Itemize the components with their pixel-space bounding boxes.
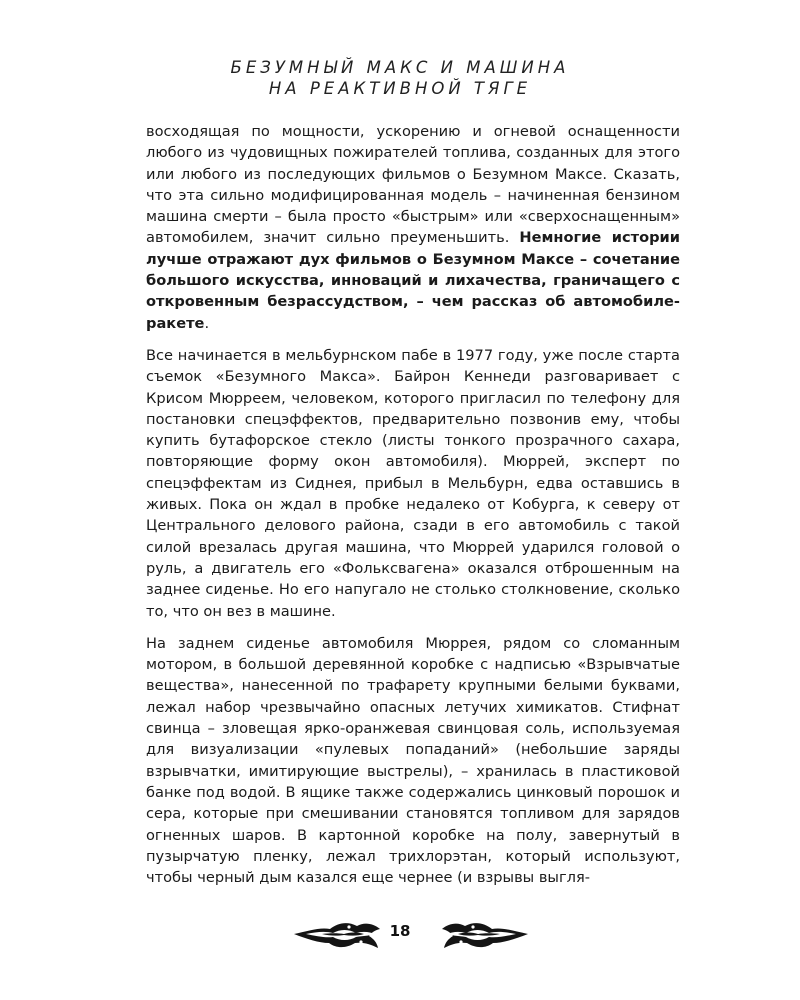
paragraph-1-text: восходящая по мощности, ускорению и огневой оснащенности любого из чудовищных пожирателей топлива, созданных для этого или любого из последующих фильмов о Безумном Максе. Сказать, что эта сильно модифицированная модель – начиненная бензином машина смерти – была просто «быстрым» или «сверхоснащенным» автомобилем, значит сильно преуменьшить. (146, 123, 680, 247)
flame-ornament-right-icon (440, 918, 530, 950)
page-footer (0, 918, 800, 954)
running-header (0, 57, 800, 99)
paragraph-2: Все начинается в мельбурнском пабе в 1977 году, уже после старта съемок «Безумного Макса». Байрон Кеннеди разговаривает с Крисом Мюрреем, человеком, которого пригласил по телефону для постановки спецэффектов, предварительно позвонив ему, чтобы купить бутафорское стекло (листы тонкого прозрачного сахара, повторяющие форму окон автомобиля). Мюррей, эксперт по спецэффектам из Сиднея, прибыл в Мельбурн, едва оставшись в живых. Пока он ждал в пробке недалеко от Кобурга, к северу от Центрального делового района, сзади в его автомобиль с такой силой врезалась другая машина, что Мюррей ударился головой о руль, а двигатель его «Фольксвагена» оказался отброшенным на заднее сиденье. Но его напугало не столько столкновение, сколько то, что он вез в машине. (146, 346, 680, 620)
running-header-line-1: БЕЗУМНЫЙ МАКС И МАШИНА (230, 58, 570, 77)
flame-ornament-left-icon (292, 918, 382, 950)
page-number: 18 (389, 922, 411, 940)
paragraph-1 (146, 121, 680, 334)
paragraph-1-end: . (204, 314, 210, 332)
body-text (146, 121, 680, 899)
paragraph-3: На заднем сиденье автомобиля Мюррея, рядом со сломанным мотором, в большой деревянной коробке с надписью «Взрывчатые вещества», нанесенной по трафарету крупными белыми буквами, лежал набор чрезвычайно опасных летучих химикатов. Стифнат свинца – зловещая ярко-оранжевая свинцовая соль, используемая для визуализации «пулевых попаданий» (небольшие заряды взрывчатки, имитирующие выстрелы), – хранилась в пластиковой банке под водой. В ящике также содержались цинковый порошок и сера, которые при смешивании становятся топливом для зарядов огненных шаров. В картонной коробке на полу, завернутый в пузырчатую пленку, лежал трихлорэтан, который используют, чтобы черный дым казался еще чернее (и взрывы выгля- (146, 634, 680, 887)
paragraph-1-bold-text: Немногие истории лучше отражают дух фильмов о Безумном Максе – сочетание большого искусства, инноваций и лихачества, граничащего с откровенным безрассудством, – чем рассказ об автомобиле-ракете (146, 229, 680, 332)
running-header-line-2: НА РЕАКТИВНОЙ ТЯГЕ (268, 79, 532, 98)
